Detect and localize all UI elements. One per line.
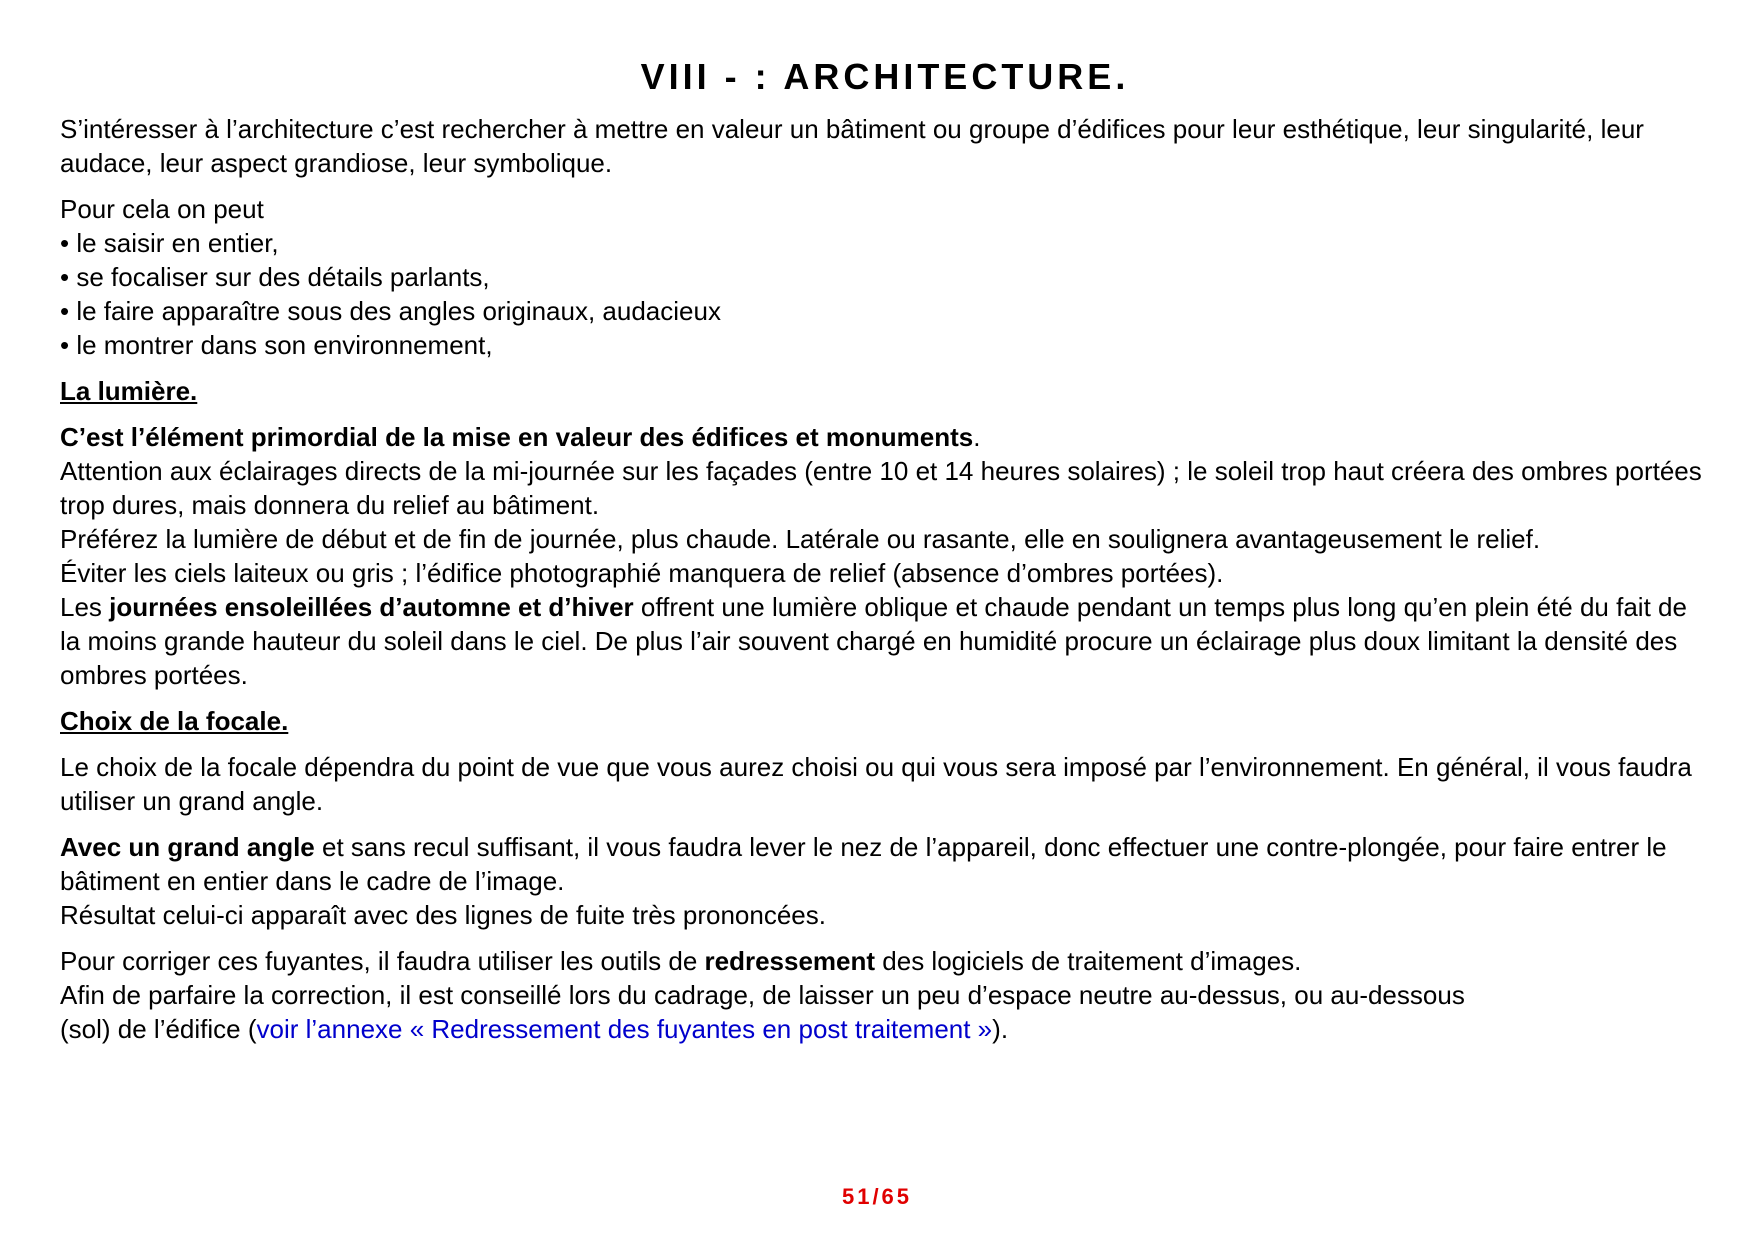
focal-paragraph-6	[60, 1012, 1710, 1046]
focal-p6-start: (sol) de l’édifice (	[60, 1014, 257, 1044]
list-item: • le saisir en entier,	[60, 228, 279, 258]
focal-p2-bold: Avec un grand angle	[60, 832, 315, 862]
document-page	[60, 56, 1710, 1046]
list-item: • le montrer dans son environnement,	[60, 330, 493, 360]
light-lead-bold: C’est l’élément primordial de la mise en valeur des édifices et monuments	[60, 422, 974, 452]
light-p4-start: Les	[60, 592, 110, 622]
annex-link[interactable]: voir l’annexe « Redressement des fuyantes en post traitement »	[256, 1014, 993, 1044]
light-paragraph-1: Attention aux éclairages directs de la mi-journée sur les façades (entre 10 et 14 heures solaires) ; le soleil trop haut créera des ombres portées trop dures, mais donnera du relief au bâtiment.	[60, 456, 1702, 520]
possibilities-list	[60, 192, 1710, 362]
focal-p4-start: Pour corriger ces fuyantes, il faudra utiliser les outils de	[60, 946, 705, 976]
light-paragraph-4	[60, 590, 1710, 692]
section-heading-light: La lumière.	[60, 376, 198, 406]
intro-paragraph: S’intéresser à l’architecture c’est rechercher à mettre en valeur un bâtiment ou groupe d’édifices pour leur esthétique, leur singularité, leur audace, leur aspect grandiose, leur symbolique.	[60, 114, 1644, 178]
focal-p2-end: et sans recul suffisant, il vous faudra lever le nez de l’appareil, donc effectuer une contre-plongée, pour faire entrer le bâtiment en entier dans le cadre de l’image.	[60, 832, 1667, 896]
light-p4-bold: journées ensoleillées d’automne et d’hiver	[109, 592, 634, 622]
focal-wide-angle-block	[60, 830, 1710, 932]
list-item: • se focaliser sur des détails parlants,	[60, 262, 490, 292]
light-paragraph-2: Préférez la lumière de début et de fin de journée, plus chaude. Latérale ou rasante, elle en soulignera avantageusement le relief.	[60, 524, 1541, 554]
focal-paragraph-1: Le choix de la focale dépendra du point de vue que vous aurez choisi ou qui vous sera imposé par l’environnement. En général, il vous faudra utiliser un grand angle.	[60, 752, 1692, 816]
page-number: 51/65	[841, 1184, 913, 1209]
focal-p4-end: des logiciels de traitement d’images.	[875, 946, 1302, 976]
light-lead-end: .	[973, 422, 981, 452]
light-lead	[60, 420, 1710, 454]
focal-correction-block	[60, 944, 1710, 1046]
focal-paragraph-3: Résultat celui-ci apparaît avec des lignes de fuite très prononcées.	[60, 900, 826, 930]
section-light-body	[60, 420, 1710, 692]
light-paragraph-3: Éviter les ciels laiteux ou gris ; l’édifice photographié manquera de relief (absence d’ombres portées).	[60, 558, 1224, 588]
list-intro: Pour cela on peut	[60, 194, 264, 224]
focal-paragraph-2	[60, 830, 1710, 898]
focal-p4-bold: redressement	[704, 946, 876, 976]
section-heading-focal: Choix de la focale.	[60, 706, 289, 736]
focal-p6-end: ).	[992, 1014, 1009, 1044]
page-title: VIII - : ARCHITECTURE.	[640, 56, 1130, 97]
list-item: • le faire apparaître sous des angles originaux, audacieux	[60, 296, 721, 326]
light-p4-end: offrent une lumière oblique et chaude pendant un temps plus long qu’en plein été du fait de la moins grande hauteur du soleil dans le ciel. De plus l’air souvent chargé en humidité procure un éclairage plus doux limitant la densité des ombres portées.	[60, 592, 1687, 690]
focal-paragraph-5: Afin de parfaire la correction, il est conseillé lors du cadrage, de laisser un peu d’espace neutre au-dessus, ou au-dessous	[60, 980, 1465, 1010]
focal-paragraph-4	[60, 944, 1710, 978]
